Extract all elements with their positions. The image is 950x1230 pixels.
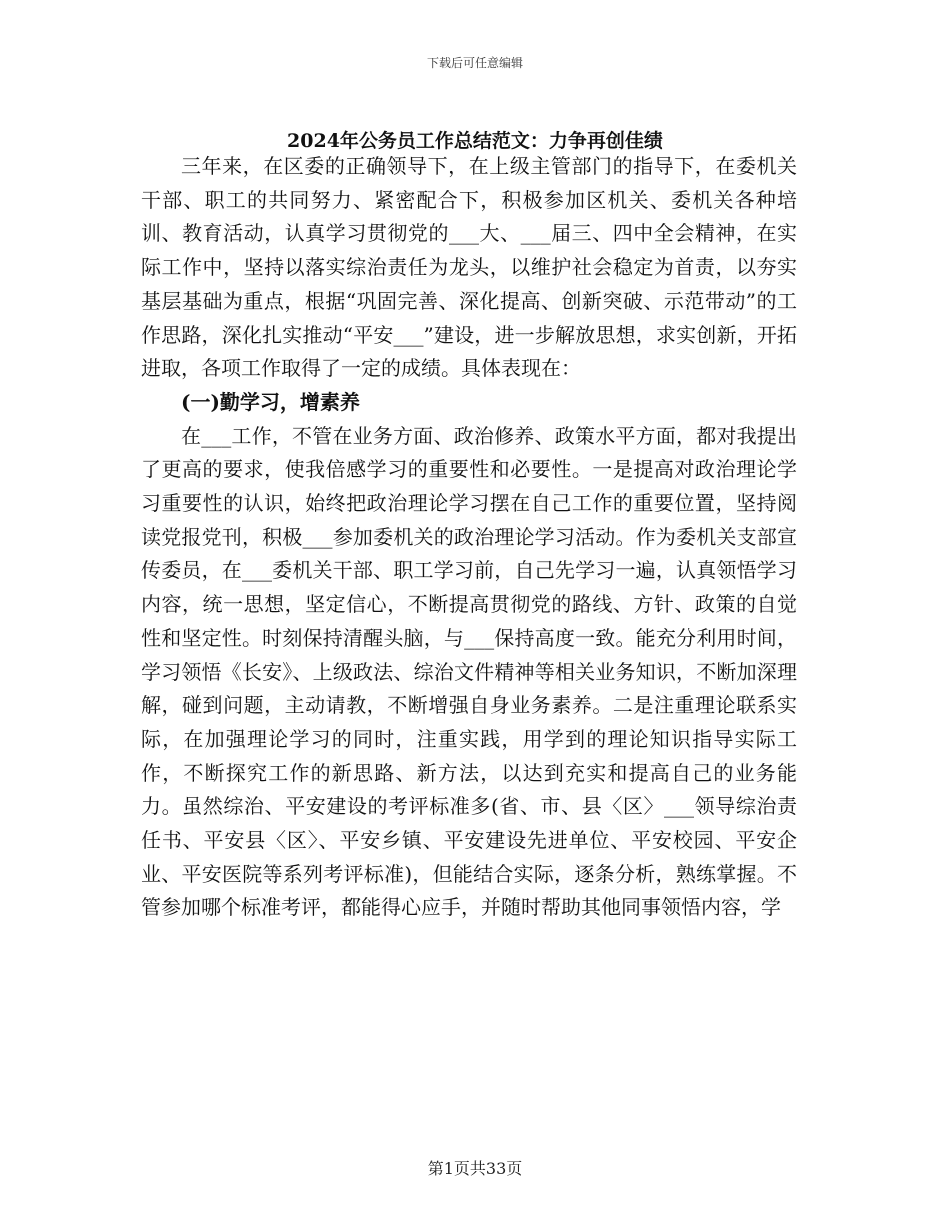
page-number: 第1页共33页 <box>427 1159 523 1178</box>
document-title: 2024年公务员工作总结范文：力争再创佳绩 <box>287 129 663 152</box>
intro-paragraph: 三年来，在区委的正确领导下，在上级主管部门的指导下，在委机关干部、职工的共同努力、紧密配合下，积极参加区机关、委机关各种培训、教育活动，认真学习贯彻党的___大、___届三、四中全会精神，在实际工作中，坚持以落实综治责任为龙头，以维护社会稳定为首责，以夯实基层基础为重点，根据“巩固完善、深化提高、创新突破、示范带动”的工作思路，深化扎实推动“平安___”建设，进一步解放思想，求实创新，开拓进取，各项工作取得了一定的成绩。具体表现在： <box>141 154 797 381</box>
page-header-note: 下载后可任意编辑 <box>426 56 523 70</box>
section-heading: (一)勤学习，增素养 <box>181 389 360 414</box>
document-body <box>141 150 797 925</box>
section-paragraph: 在___工作，不管在业务方面、政治修养、政策水平方面，都对我提出了更高的要求，使我倍感学习的重要性和必要性。一是提高对政治理论学习重要性的认识，始终把政治理论学习摆在自己工作的重要位置，坚持阅读党报党刊，积极___参加委机关的政治理论学习活动。作为委机关支部宣传委员，在___委机关干部、职工学习前，自己先学习一遍，认真领悟学习内容，统一思想，坚定信心，不断提高贯彻党的路线、方针、政策的自觉性和坚定性。时刻保持清醒头脑，与___保持高度一致。能充分利用时间，学习领悟《长安》、上级政法、综治文件精神等相关业务知识，不断加深理解，碰到问题，主动请教，不断增强自身业务素养。二是注重理论联系实际，在加强理论学习的同时，注重实践，用学到的理论知识指导实际工作，不断探究工作的新思路、新方法，以达到充实和提高自己的业务能力。虽然综治、平安建设的考评标准多(省、市、县〈区〉___领导综治责任书、平安县〈区〉、平安乡镇、平安建设先进单位、平安校园、平安企业、平安医院等系列考评标准)，但能结合实际，逐条分析，熟练掌握。不管参加哪个标准考评，都能得心应手，并随时帮助其他同事领悟内容，学 <box>141 423 797 920</box>
